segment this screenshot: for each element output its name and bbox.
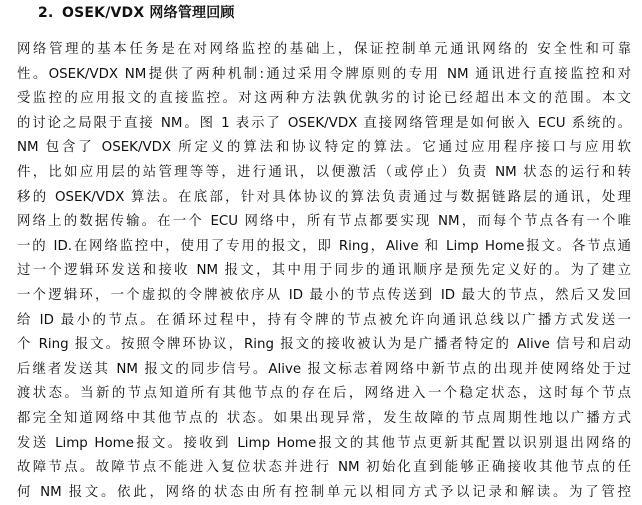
paragraph-line: 一的 ID.在网络监控中，使用了专用的报文，即 Ring，Alive 和 Limp Home报文。各节点通 [17, 238, 631, 254]
body-paragraph [17, 38, 631, 505]
section-number: 2. [38, 5, 54, 21]
paragraph-line: 性。OSEK/VDX NM提供了两种机制:通过采用令牌原则的专用 NM 通讯进行直接监控和对 [17, 66, 631, 82]
paragraph-line: 过一个逻辑环发送和接收 NM 报文，其中用于同步的通讯顺序是预先定义好的。为了建立 [17, 263, 631, 279]
paragraph-line: 渡状态。当新的节点知道所有其他节点的存在后，网络进入一个稳定状态，这时每个节点 [17, 386, 631, 402]
paragraph-line: NM 包含了 OSEK/VDX 所定义的算法和协议特定的算法。它通过应用程序接口与应用软 [17, 140, 631, 156]
paragraph-line: 的讨论之局限于直接 NM。图 1 表示了 OSEK/VDX 直接网络管理是如何嵌入 ECU 系统的。 [17, 115, 631, 131]
paragraph-line: 移的 OSEK/VDX 算法。在底部，针对具体协议的算法负责通过与数据链路层的通讯，处理 [17, 189, 631, 205]
paragraph-line: 受监控的应用报文的直接监控。对这两种方法孰优孰劣的讨论已经超出本文的范围。本文 [17, 91, 631, 107]
paragraph-line: 发送 Limp Home报文。接收到 Limp Home报文的其他节点更新其配置以识别退出网络的 [17, 435, 631, 451]
paragraph-line: 给 ID 最小的节点。在循环过程中，持有令牌的节点被允许向通讯总线以广播方式发送一 [17, 312, 631, 328]
paragraph-line: 个 Ring 报文。按照令牌环协议，Ring 报文的接收被认为是广播者特定的 Alive 信号和启动 [17, 337, 631, 353]
paragraph-line: 故障节点。故障节点不能进入复位状态并进行 NM 初始化直到能够正确接收其他节点的任 [17, 460, 631, 476]
paragraph-line: 一个逻辑环，一个虚拟的令牌被依序从 ID 最小的节点传送到 ID 最大的节点，然后又发回 [17, 287, 631, 303]
paragraph-line: 何 NM 报文。依此，网络的状态由所有控制单元以相同方式予以记录和解读。为了管控 [17, 484, 631, 500]
paragraph-line: 网络管理的基本任务是在对网络监控的基础上，保证控制单元通讯网络的 安全性和可靠 [17, 42, 631, 57]
paragraph-line: 都完全知道网络中其他节点的 状态。如果出现异常，发生故障的节点周期性地以广播方式 [17, 410, 631, 426]
paragraph-line: 件，比如应用层的站管理等等，进行通讯，以便激活（或停止）负责 NM 状态的运行和转 [17, 164, 631, 180]
section-heading [38, 3, 235, 23]
paragraph-line: 后继者发送其 NM 报文的同步信号。Alive 报文标志着网络中新节点的出现并使网络处于过 [17, 361, 631, 377]
section-title: OSEK/VDX 网络管理回顾 [62, 5, 235, 21]
paragraph-line: 网络上的数据传输。在一个 ECU 网络中，所有节点都要实现 NM，而每个节点各有一个唯 [17, 214, 631, 230]
